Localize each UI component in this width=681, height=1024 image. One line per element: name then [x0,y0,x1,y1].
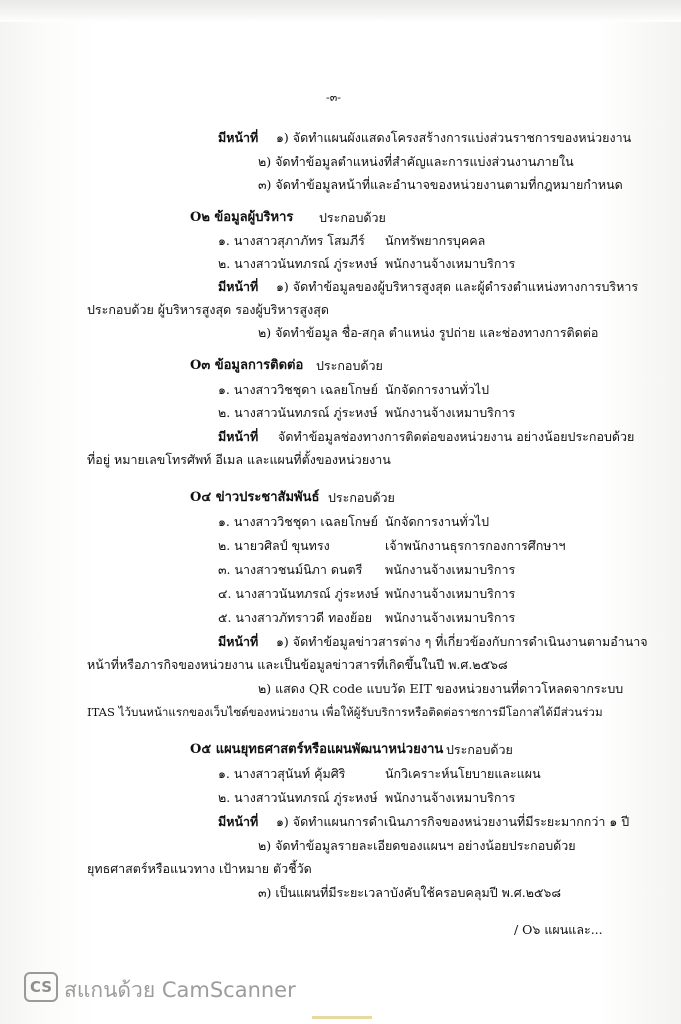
member-name: ๓. นางสาวชนม์นิภา ดนตรี [218,562,363,577]
member-name: ๒. นางสาวนันทภรณ์ ภู่ระหงษ์ [218,790,378,805]
duty-line: ๑) จัดทำข้อมูลข่าวสารต่าง ๆ ที่เกี่ยวข้องกับการดำเนินงานตามอำนาจ [276,634,648,649]
member-role: พนักงานจ้างเหมาบริการ [385,610,516,625]
member-role: นักวิเคราะห์นโยบายและแผน [385,766,541,781]
duty-line: ประกอบด้วย ผู้บริหารสูงสุด รองผู้บริหารสูงสุด [87,302,329,317]
section-heading: O๒ ข้อมูลผู้บริหาร [190,210,294,225]
duty-label: มีหน้าที่ [218,130,259,145]
duty-line: ยุทธศาสตร์หรือแนวทาง เป้าหมาย ตัวชี้วัด [87,861,312,876]
duty-label: มีหน้าที่ [218,279,259,294]
member-name: ๑. นางสาววิชชุดา เฉลยโกษย์ [218,514,378,529]
duty-line: ๓) จัดทำข้อมูลหน้าที่และอำนาจของหน่วยงานตามที่กฎหมายกำหนด [258,177,623,192]
member-name: ๕. นางสาวภัทราวดี ทองย้อย [218,610,373,625]
duty-line: ๑) จัดทำแผนผังแสดงโครงสร้างการแบ่งส่วนราชการของหน่วยงาน [276,130,632,145]
scan-edge-shadow [0,0,681,22]
member-role: พนักงานจ้างเหมาบริการ [385,562,516,577]
duty-line: ๒) แสดง QR code แบบวัด EIT ของหน่วยงานที่ดาวโหลดจากระบบ [258,681,624,696]
member-name: ๑. นางสาวสุนันท์ คุ้มศิริ [218,766,346,781]
member-role: นักทรัพยากรบุคคล [385,233,486,248]
member-name: ๔. นางสาวนันทภรณ์ ภู่ระหงษ์ [218,586,379,601]
member-name: ๒. นางสาวนันทภรณ์ ภู่ระหงษ์ [218,256,378,271]
duty-label: มีหน้าที่ [218,814,259,829]
member-name: ๒. นายวศิลป์ ขุนทรง [218,538,330,553]
member-role: นักจัดการงานทั่วไป [385,382,490,397]
section-heading: O๓ ข้อมูลการติดต่อ [190,358,304,373]
member-name: ๑. นางสาววิชชุดา เฉลยโกษย์ [218,382,378,397]
member-role: พนักงานจ้างเหมาบริการ [385,405,516,420]
duty-line: ที่อยู่ หมายเลขโทรศัพท์ อีเมล และแผนที่ตั้งของหน่วยงาน [87,452,391,467]
section-consists: ประกอบด้วย [316,358,383,373]
member-role: เจ้าพนักงานธุรการกองการศึกษาฯ [385,538,566,553]
member-role: พนักงานจ้างเหมาบริการ [385,790,516,805]
member-role: พนักงานจ้างเหมาบริการ [385,586,516,601]
duty-line: หน้าที่หรือภารกิจของหน่วยงาน และเป็นข้อมูลข่าวสารที่เกิดขึ้นในปี พ.ศ.๒๕๖๘ [87,657,508,672]
duty-line: ๓) เป็นแผนที่มีระยะเวลาบังคับใช้ครอบคลุมปี พ.ศ.๒๕๖๘ [258,885,561,900]
member-name: ๒. นางสาวนันทภรณ์ ภู่ระหงษ์ [218,405,378,420]
duty-line: ๒) จัดทำข้อมูลตำแหน่งที่สำคัญและการแบ่งส่วนงานภายใน [258,154,574,169]
camscanner-logo-icon: CS [24,972,58,1002]
member-name: ๑. นางสาวสุภาภัทร โสมภีร์ [218,233,365,248]
camscanner-watermark: สแกนด้วย CamScanner [64,978,296,1002]
section-heading: O๕ แผนยุทธศาสตร์หรือแผนพัฒนาหน่วยงาน [190,742,444,757]
section-consists: ประกอบด้วย [328,490,395,505]
duty-line: ๒) จัดทำข้อมูล ชื่อ-สกุล ตำแหน่ง รูปถ่าย และช่องทางการติดต่อ [258,325,599,340]
member-role: พนักงานจ้างเหมาบริการ [385,256,516,271]
section-heading: O๔ ข่าวประชาสัมพันธ์ [190,490,320,505]
duty-line: ITAS ไว้บนหน้าแรกของเว็บไซต์ของหน่วยงาน เพื่อให้ผู้รับบริการหรือติดต่อราชการมีโอกาสได้มีส่วนร่วม [87,705,603,719]
section-consists: ประกอบด้วย [446,742,513,757]
page-number: -๓- [326,91,341,104]
page-bottom-mark [312,1016,372,1019]
continuation-note: / O๖ แผนและ... [514,922,603,937]
duty-line: ๑) จัดทำข้อมูลของผู้บริหารสูงสุด และผู้ดำรงตำแหน่งทางการบริหาร [276,279,639,294]
member-role: นักจัดการงานทั่วไป [385,514,490,529]
duty-line: จัดทำข้อมูลช่องทางการติดต่อของหน่วยงาน อย่างน้อยประกอบด้วย [278,429,635,444]
duty-label: มีหน้าที่ [218,429,259,444]
duty-line: ๒) จัดทำข้อมูลรายละเอียดของแผนฯ อย่างน้อยประกอบด้วย [258,838,576,853]
section-consists: ประกอบด้วย [319,210,386,225]
duty-label: มีหน้าที่ [218,634,259,649]
duty-line: ๑) จัดทำแผนการดำเนินภารกิจของหน่วยงานที่มีระยะมากกว่า ๑ ปี [276,814,630,829]
